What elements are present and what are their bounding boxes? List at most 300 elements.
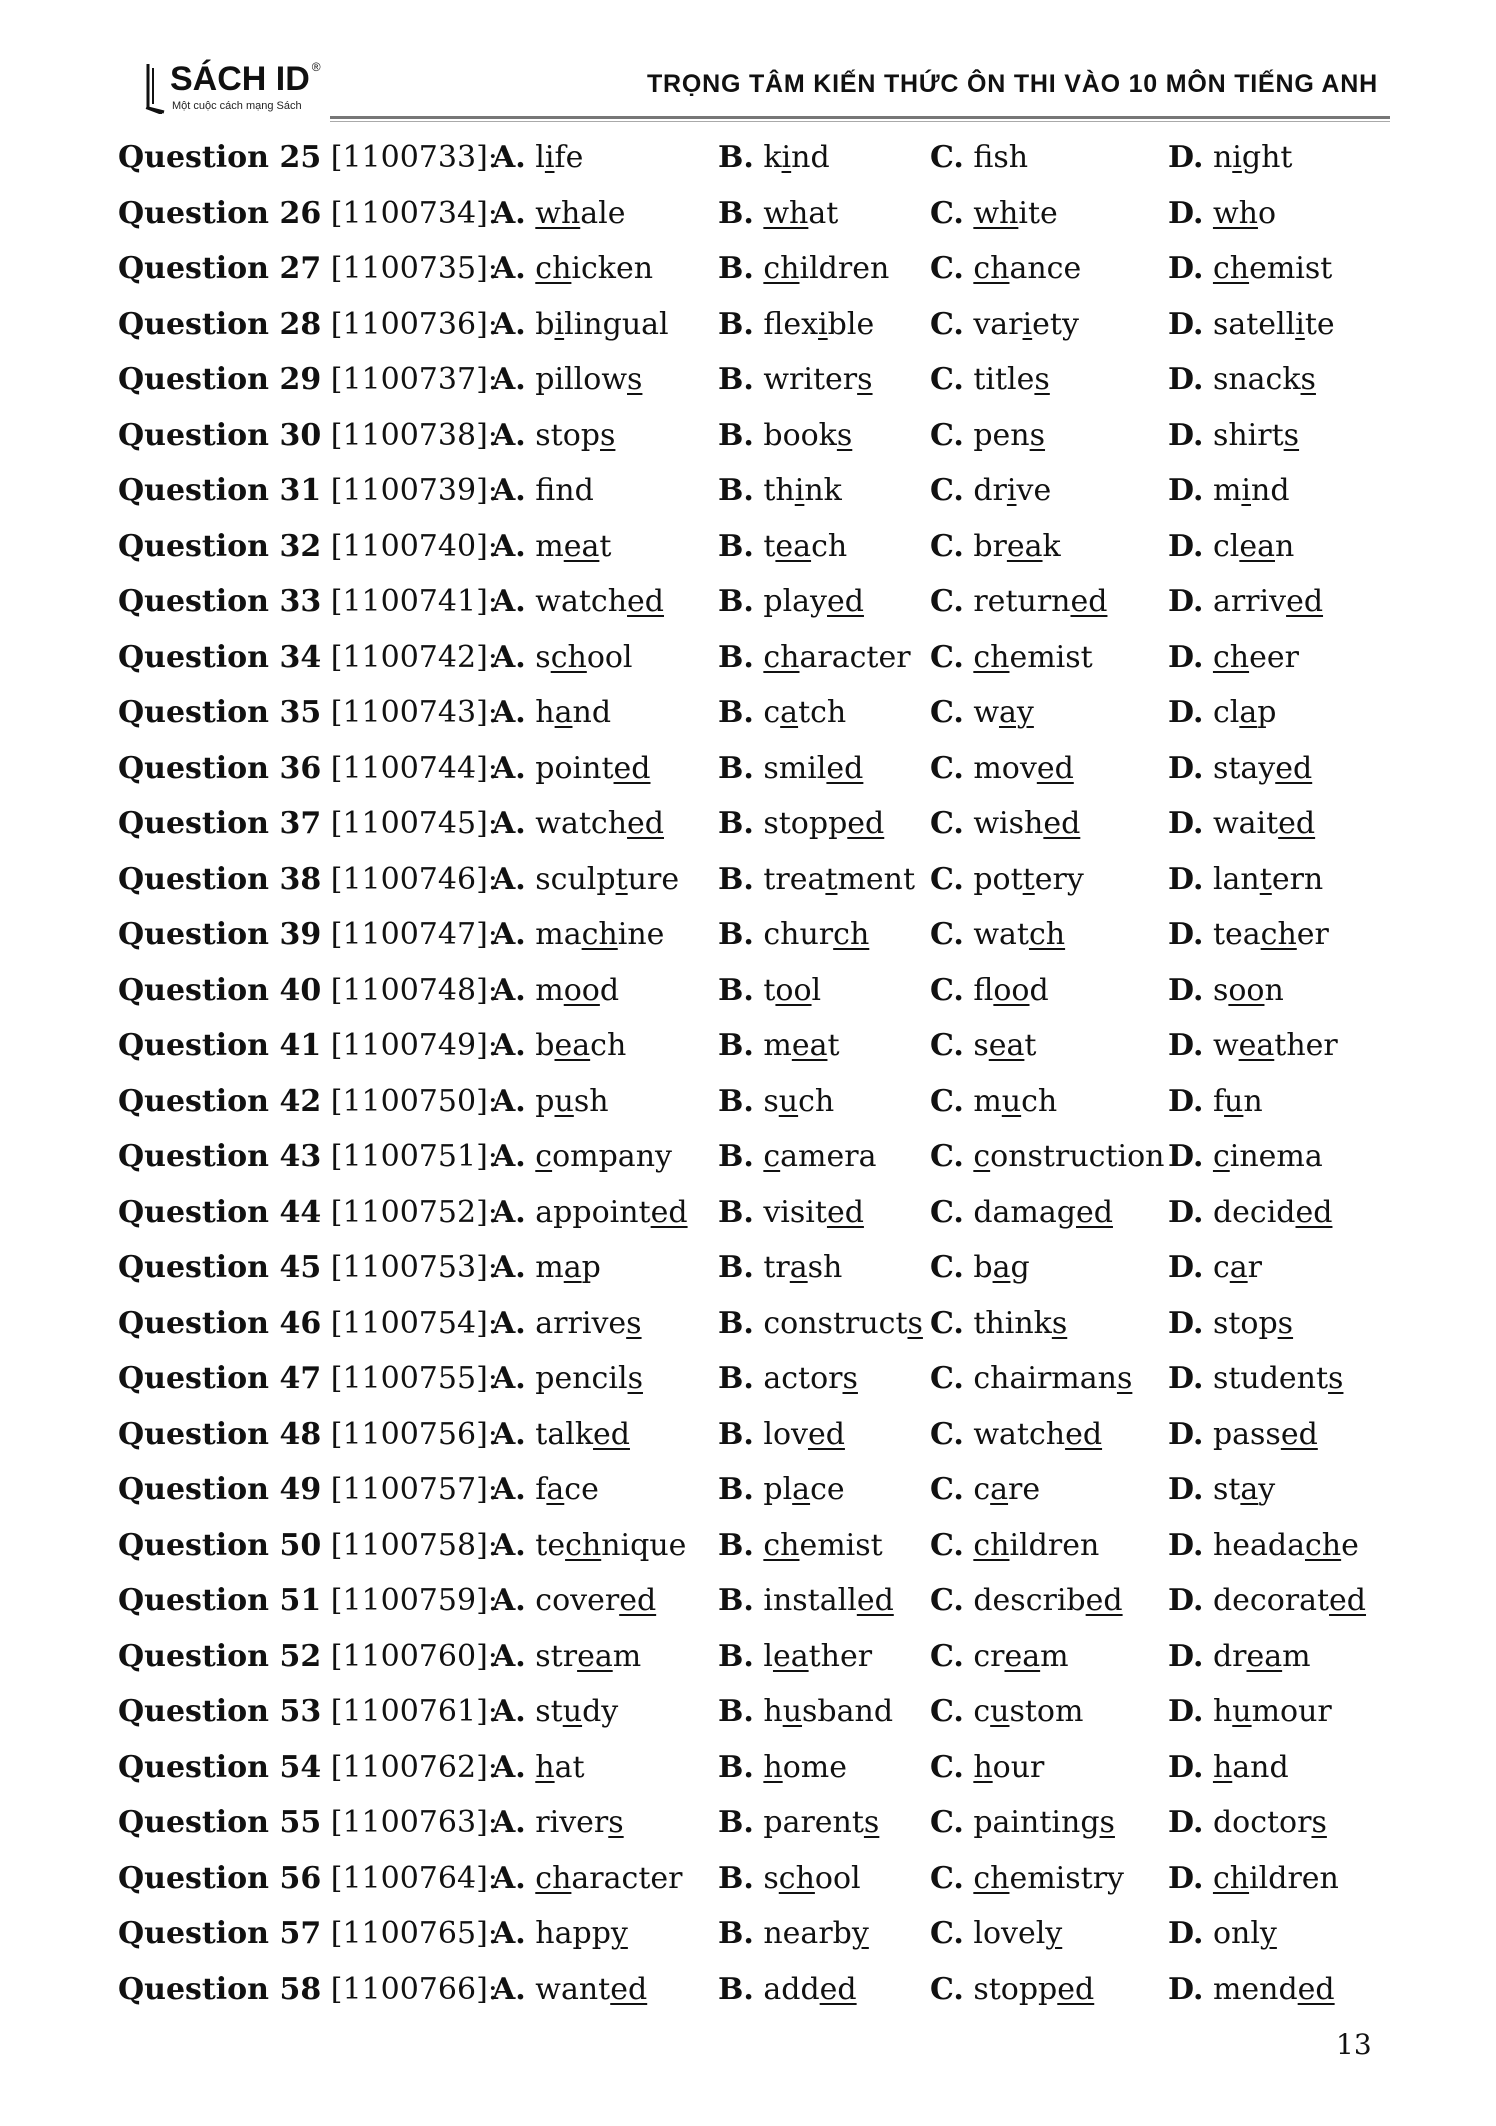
word-suffix: n <box>1274 528 1295 564</box>
word-suffix: er <box>1296 917 1329 952</box>
header-divider <box>330 116 1390 119</box>
word-prefix: happ <box>535 1916 611 1951</box>
option-letter: C. <box>930 917 964 952</box>
underlined-sound: ed <box>1070 584 1108 619</box>
underlined-sound: t <box>1022 861 1035 897</box>
underlined-sound: ed <box>1329 1583 1367 1618</box>
word-suffix: m <box>1282 1638 1311 1674</box>
word-suffix: t <box>827 1028 840 1063</box>
answer-option-a <box>492 685 611 741</box>
answer-option-b <box>718 1629 872 1685</box>
word-suffix: dy <box>582 1694 619 1729</box>
question-number: Question 42 <box>118 1083 322 1119</box>
word-prefix: point <box>535 750 614 786</box>
word-prefix: describ <box>973 1583 1086 1618</box>
question-number: Question 53 <box>118 1694 322 1729</box>
word-suffix: and <box>1232 1749 1289 1785</box>
question-code: [1100747]: <box>330 917 498 952</box>
question-row <box>118 130 1398 186</box>
word-suffix: at <box>554 1749 585 1785</box>
underlined-sound: a <box>792 1472 811 1507</box>
word-prefix: l <box>763 1638 773 1674</box>
word-suffix: ch <box>590 1028 627 1063</box>
word-prefix: actor <box>763 1361 843 1396</box>
answer-option-b <box>718 130 830 186</box>
word-prefix: pen <box>973 417 1030 453</box>
option-letter: D. <box>1168 861 1204 897</box>
answer-option-d <box>1168 1573 1366 1629</box>
question-code: [1100765]: <box>330 1916 498 1951</box>
option-letter: C. <box>930 140 964 175</box>
underlined-sound: ea <box>988 1028 1025 1063</box>
answer-option-a <box>492 1407 630 1463</box>
answer-option-c <box>930 1240 1030 1296</box>
option-letter: B. <box>718 1028 754 1063</box>
question-number: Question 51 <box>118 1583 322 1618</box>
question-label <box>118 1740 498 1796</box>
underlined-sound: t <box>1259 861 1272 897</box>
word-suffix: o <box>1257 195 1276 231</box>
option-letter: A. <box>492 140 526 175</box>
underlined-sound: s <box>1116 1361 1133 1396</box>
word-suffix: r <box>1247 1250 1262 1285</box>
answer-option-b <box>718 1129 877 1185</box>
answer-option-c <box>930 1795 1115 1851</box>
answer-option-b <box>718 1462 845 1518</box>
word-prefix: construct <box>763 1305 908 1341</box>
underlined-sound: s <box>1034 362 1050 397</box>
header-divider-thin <box>330 121 1390 122</box>
word-suffix: sh <box>807 1250 843 1285</box>
word-suffix: t <box>599 528 612 564</box>
answer-option-a <box>492 1296 642 1352</box>
answer-option-c <box>930 408 1045 464</box>
answer-option-a <box>492 1074 609 1130</box>
underlined-sound: a <box>546 1472 565 1507</box>
question-code: [1100750]: <box>330 1083 498 1119</box>
question-number: Question 33 <box>118 584 322 619</box>
underlined-sound: y <box>1259 1916 1277 1951</box>
underlined-sound: wh <box>1212 195 1258 231</box>
answer-option-c <box>930 1518 1099 1574</box>
underlined-sound: ch <box>535 251 572 286</box>
underlined-sound: ea <box>775 528 812 564</box>
answer-option-c <box>930 1684 1083 1740</box>
option-letter: D. <box>1168 1583 1204 1618</box>
answer-option-c <box>930 1573 1123 1629</box>
word-suffix: ve <box>1016 473 1052 508</box>
option-letter: C. <box>930 195 964 231</box>
answer-option-c <box>930 963 1049 1019</box>
word-prefix: t <box>763 972 776 1008</box>
option-letter: C. <box>930 972 964 1008</box>
option-letter: D. <box>1168 140 1204 175</box>
question-row <box>118 1351 1398 1407</box>
underlined-sound: ea <box>577 1638 613 1674</box>
word-prefix: mov <box>973 750 1037 786</box>
answer-option-d <box>1168 1851 1339 1907</box>
answer-option-d <box>1168 1074 1263 1130</box>
answer-option-c <box>930 741 1074 797</box>
option-letter: C. <box>930 806 964 841</box>
underlined-sound: u <box>990 1694 1010 1729</box>
question-number: Question 47 <box>118 1361 322 1396</box>
question-number: Question 48 <box>118 1416 322 1452</box>
underlined-sound: ed <box>627 806 664 841</box>
option-letter: B. <box>718 528 754 564</box>
word-prefix: river <box>535 1805 609 1840</box>
word-prefix: w <box>973 695 1000 730</box>
underlined-sound: oo <box>775 972 812 1008</box>
word-prefix: nearb <box>763 1916 852 1951</box>
answer-option-b <box>718 1518 883 1574</box>
answer-option-d <box>1168 1906 1277 1962</box>
question-number: Question 39 <box>118 917 322 952</box>
book-icon <box>144 62 166 114</box>
word-prefix: decid <box>1212 1194 1296 1230</box>
word-prefix: stop <box>535 417 600 453</box>
option-letter: C. <box>930 417 964 453</box>
question-code: [1100742]: <box>330 639 498 675</box>
word-suffix: g <box>1010 1250 1030 1285</box>
underlined-sound: c <box>973 1139 991 1174</box>
option-letter: D. <box>1168 1694 1204 1729</box>
question-number: Question 31 <box>118 473 322 508</box>
underlined-sound: s <box>1051 1305 1068 1341</box>
word-prefix: lan <box>1212 861 1260 897</box>
answer-option-d <box>1168 241 1332 297</box>
word-suffix: ance <box>1009 251 1082 286</box>
word-prefix: th <box>763 473 795 508</box>
answer-option-b <box>718 408 852 464</box>
option-letter: A. <box>492 1361 526 1396</box>
underlined-sound: ed <box>610 1971 648 2007</box>
word-suffix: ther <box>808 1638 873 1674</box>
question-code: [1100738]: <box>330 417 498 453</box>
word-suffix: stom <box>1009 1694 1084 1729</box>
word-prefix: c <box>973 1472 991 1507</box>
question-row <box>118 907 1398 963</box>
word-suffix: icken <box>571 251 654 286</box>
question-code: [1100736]: <box>330 306 498 342</box>
logo <box>140 58 340 122</box>
question-label <box>118 297 498 353</box>
question-row <box>118 1851 1398 1907</box>
answer-option-a <box>492 463 594 519</box>
option-letter: B. <box>718 861 754 897</box>
word-suffix: d <box>1029 972 1049 1008</box>
underlined-sound: oo <box>563 972 600 1008</box>
word-suffix: ale <box>580 195 626 231</box>
answer-option-a <box>492 186 626 242</box>
option-letter: B. <box>718 1250 754 1285</box>
word-suffix: t <box>1024 1028 1037 1063</box>
underlined-sound: ed <box>1297 1971 1335 2007</box>
word-prefix: trea <box>763 861 826 897</box>
answer-option-c <box>930 352 1050 408</box>
question-label <box>118 1074 498 1130</box>
option-letter: B. <box>718 695 754 730</box>
word-prefix: cl <box>1212 528 1240 564</box>
underlined-sound: ed <box>807 1416 845 1452</box>
underlined-sound: ch <box>1260 917 1297 952</box>
answer-option-c <box>930 519 1061 575</box>
underlined-sound: ed <box>619 1583 657 1618</box>
answer-option-d <box>1168 907 1329 963</box>
answer-option-c <box>930 1129 1165 1185</box>
answer-option-c <box>930 1462 1040 1518</box>
word-prefix: parent <box>763 1805 864 1840</box>
word-suffix: nd <box>791 140 830 175</box>
answer-option-c <box>930 186 1058 242</box>
option-letter: D. <box>1168 1250 1204 1285</box>
option-letter: D. <box>1168 1805 1204 1840</box>
word-prefix: return <box>973 584 1071 619</box>
option-letter: B. <box>718 750 754 786</box>
underlined-sound: i <box>1022 306 1033 342</box>
word-suffix: aracter <box>799 639 911 675</box>
word-prefix: l <box>535 140 545 175</box>
question-label <box>118 963 498 1019</box>
option-letter: C. <box>930 1361 964 1396</box>
question-number: Question 35 <box>118 695 322 730</box>
question-row <box>118 1962 1398 2018</box>
word-prefix: sculp <box>535 861 616 897</box>
answer-option-d <box>1168 1407 1318 1463</box>
answer-option-a <box>492 519 611 575</box>
underlined-sound: ch <box>1212 251 1250 286</box>
answer-option-a <box>492 741 651 797</box>
option-letter: A. <box>492 1805 526 1840</box>
word-prefix: m <box>535 528 564 564</box>
word-suffix: e <box>1341 1527 1359 1563</box>
word-suffix: ery <box>1034 861 1084 897</box>
underlined-sound: ed <box>1043 806 1081 841</box>
answer-option-a <box>492 241 653 297</box>
option-letter: D. <box>1168 473 1204 508</box>
logo-tagline: Một cuộc cách mạng Sách <box>172 100 302 112</box>
question-label <box>118 408 498 464</box>
word-prefix: talk <box>535 1416 593 1452</box>
word-prefix: satell <box>1212 306 1296 342</box>
underlined-sound: y <box>1045 1916 1063 1951</box>
underlined-sound: s <box>1300 362 1316 397</box>
question-row <box>118 297 1398 353</box>
answer-option-d <box>1168 408 1299 464</box>
option-letter: C. <box>930 473 964 508</box>
option-letter: A. <box>492 306 526 342</box>
word-prefix: f <box>973 140 994 175</box>
answer-option-d <box>1168 1185 1332 1241</box>
answer-option-b <box>718 297 874 353</box>
word-suffix: ome <box>782 1749 847 1785</box>
word-suffix: nique <box>601 1527 687 1563</box>
option-letter: D. <box>1168 1361 1204 1396</box>
question-code: [1100757]: <box>330 1472 498 1507</box>
option-letter: B. <box>718 1305 754 1341</box>
question-row <box>118 685 1398 741</box>
underlined-sound: ea <box>563 528 600 564</box>
word-suffix: at <box>808 195 839 231</box>
word-suffix: ment <box>837 861 916 897</box>
underlined-sound: wh <box>763 195 809 231</box>
word-suffix: ble <box>827 306 875 342</box>
word-prefix: add <box>763 1971 820 2007</box>
answer-option-b <box>718 241 889 297</box>
option-letter: B. <box>718 1916 754 1951</box>
underlined-sound: i <box>544 140 555 175</box>
word-prefix: b <box>535 1028 555 1063</box>
option-letter: B. <box>718 251 754 286</box>
question-row <box>118 1518 1398 1574</box>
question-label <box>118 1629 498 1685</box>
option-letter: A. <box>492 1139 526 1174</box>
question-number: Question 49 <box>118 1472 322 1507</box>
underlined-sound: a <box>1229 1250 1248 1285</box>
word-prefix: pencil <box>535 1361 628 1396</box>
question-label <box>118 1129 498 1185</box>
option-letter: A. <box>492 1583 526 1618</box>
underlined-sound: ch <box>763 1527 800 1563</box>
question-number: Question 44 <box>118 1194 322 1230</box>
option-letter: D. <box>1168 528 1204 564</box>
word-suffix: m <box>1040 1638 1069 1674</box>
option-letter: B. <box>718 1749 754 1785</box>
answer-option-d <box>1168 1351 1343 1407</box>
underlined-sound: ch <box>763 251 800 286</box>
word-suffix: mour <box>1251 1694 1332 1729</box>
word-prefix: appoint <box>535 1194 651 1230</box>
underlined-sound: ch <box>1212 639 1250 675</box>
underlined-sound: ea <box>554 1028 591 1063</box>
word-prefix: tr <box>763 1250 790 1285</box>
underlined-sound: i <box>781 140 792 175</box>
answer-option-d <box>1168 574 1323 630</box>
question-code: [1100748]: <box>330 972 498 1008</box>
question-number: Question 40 <box>118 972 322 1008</box>
question-code: [1100764]: <box>330 1860 498 1896</box>
underlined-sound: i <box>794 473 805 508</box>
underlined-sound: a <box>789 1250 808 1285</box>
option-letter: C. <box>930 306 964 342</box>
word-prefix: m <box>535 1250 564 1285</box>
word-prefix: st <box>1212 1472 1241 1507</box>
option-letter: C. <box>930 1527 964 1563</box>
question-code: [1100745]: <box>330 806 498 841</box>
answer-option-a <box>492 352 642 408</box>
underlined-sound: u <box>554 1083 574 1119</box>
question-number: Question 52 <box>118 1638 322 1674</box>
answer-option-b <box>718 1240 842 1296</box>
answer-option-a <box>492 907 664 963</box>
option-letter: C. <box>930 1694 964 1729</box>
option-letter: B. <box>718 584 754 619</box>
option-letter: A. <box>492 639 526 675</box>
option-letter: D. <box>1168 1083 1204 1119</box>
underlined-sound: ed <box>1286 584 1324 619</box>
underlined-sound: y <box>851 1916 869 1951</box>
question-row <box>118 1129 1398 1185</box>
word-prefix: dr <box>1212 1638 1247 1674</box>
word-prefix: wat <box>973 917 1029 952</box>
answer-option-b <box>718 741 863 797</box>
option-letter: B. <box>718 306 754 342</box>
word-prefix: c <box>973 1694 991 1729</box>
question-label <box>118 1296 498 1352</box>
question-row <box>118 186 1398 242</box>
word-prefix: shirt <box>1212 417 1284 453</box>
option-letter: A. <box>492 1028 526 1063</box>
word-prefix: play <box>763 584 827 619</box>
word-suffix: n <box>1264 972 1284 1008</box>
answer-option-d <box>1168 796 1315 852</box>
option-letter: D. <box>1168 1860 1204 1896</box>
word-prefix: ma <box>535 917 582 952</box>
option-letter: C. <box>930 1805 964 1840</box>
option-letter: A. <box>492 1694 526 1729</box>
question-label <box>118 352 498 408</box>
question-row <box>118 1074 1398 1130</box>
underlined-sound: ea <box>1239 528 1275 564</box>
word-suffix: ildren <box>1009 1527 1100 1563</box>
option-letter: C. <box>930 1860 964 1896</box>
question-label <box>118 1795 498 1851</box>
word-prefix: c <box>1212 1250 1230 1285</box>
option-letter: B. <box>718 1583 754 1618</box>
underlined-sound: ed <box>1065 1416 1103 1452</box>
underlined-sound: a <box>990 1472 1009 1507</box>
option-letter: C. <box>930 1971 964 2007</box>
underlined-sound: ch <box>535 1860 572 1896</box>
underlined-sound: y <box>610 1916 628 1951</box>
word-prefix: m <box>763 1028 792 1063</box>
underlined-sound: ch <box>973 251 1010 286</box>
underlined-sound: wh <box>973 195 1019 231</box>
option-letter: C. <box>930 1194 964 1230</box>
answer-option-d <box>1168 852 1323 908</box>
underlined-sound: h <box>1212 1749 1233 1785</box>
word-prefix: b <box>973 1250 993 1285</box>
answer-option-c <box>930 463 1051 519</box>
underlined-sound: s <box>907 1305 923 1341</box>
answer-option-a <box>492 1684 618 1740</box>
underlined-sound: ed <box>613 750 651 786</box>
word-prefix: cr <box>973 1638 1005 1674</box>
word-prefix: f <box>535 473 556 508</box>
underlined-sound: ea <box>791 1028 828 1063</box>
question-label <box>118 574 498 630</box>
question-number: Question 26 <box>118 195 322 231</box>
answer-option-c <box>930 297 1079 353</box>
option-letter: A. <box>492 917 526 952</box>
word-suffix: ool <box>814 1860 861 1896</box>
word-prefix: decorat <box>1212 1583 1330 1618</box>
question-code: [1100734]: <box>330 195 498 231</box>
option-letter: A. <box>492 861 526 897</box>
question-code: [1100746]: <box>330 861 498 897</box>
answer-option-a <box>492 1851 682 1907</box>
underlined-sound: ch <box>833 917 870 952</box>
option-letter: A. <box>492 1194 526 1230</box>
underlined-sound: u <box>562 1694 583 1729</box>
underlined-sound: ed <box>1278 806 1316 841</box>
question-label <box>118 1185 498 1241</box>
option-letter: B. <box>718 1638 754 1674</box>
option-letter: B. <box>718 1083 754 1119</box>
option-letter: C. <box>930 1250 964 1285</box>
question-row <box>118 463 1398 519</box>
word-suffix: ool <box>586 639 633 675</box>
